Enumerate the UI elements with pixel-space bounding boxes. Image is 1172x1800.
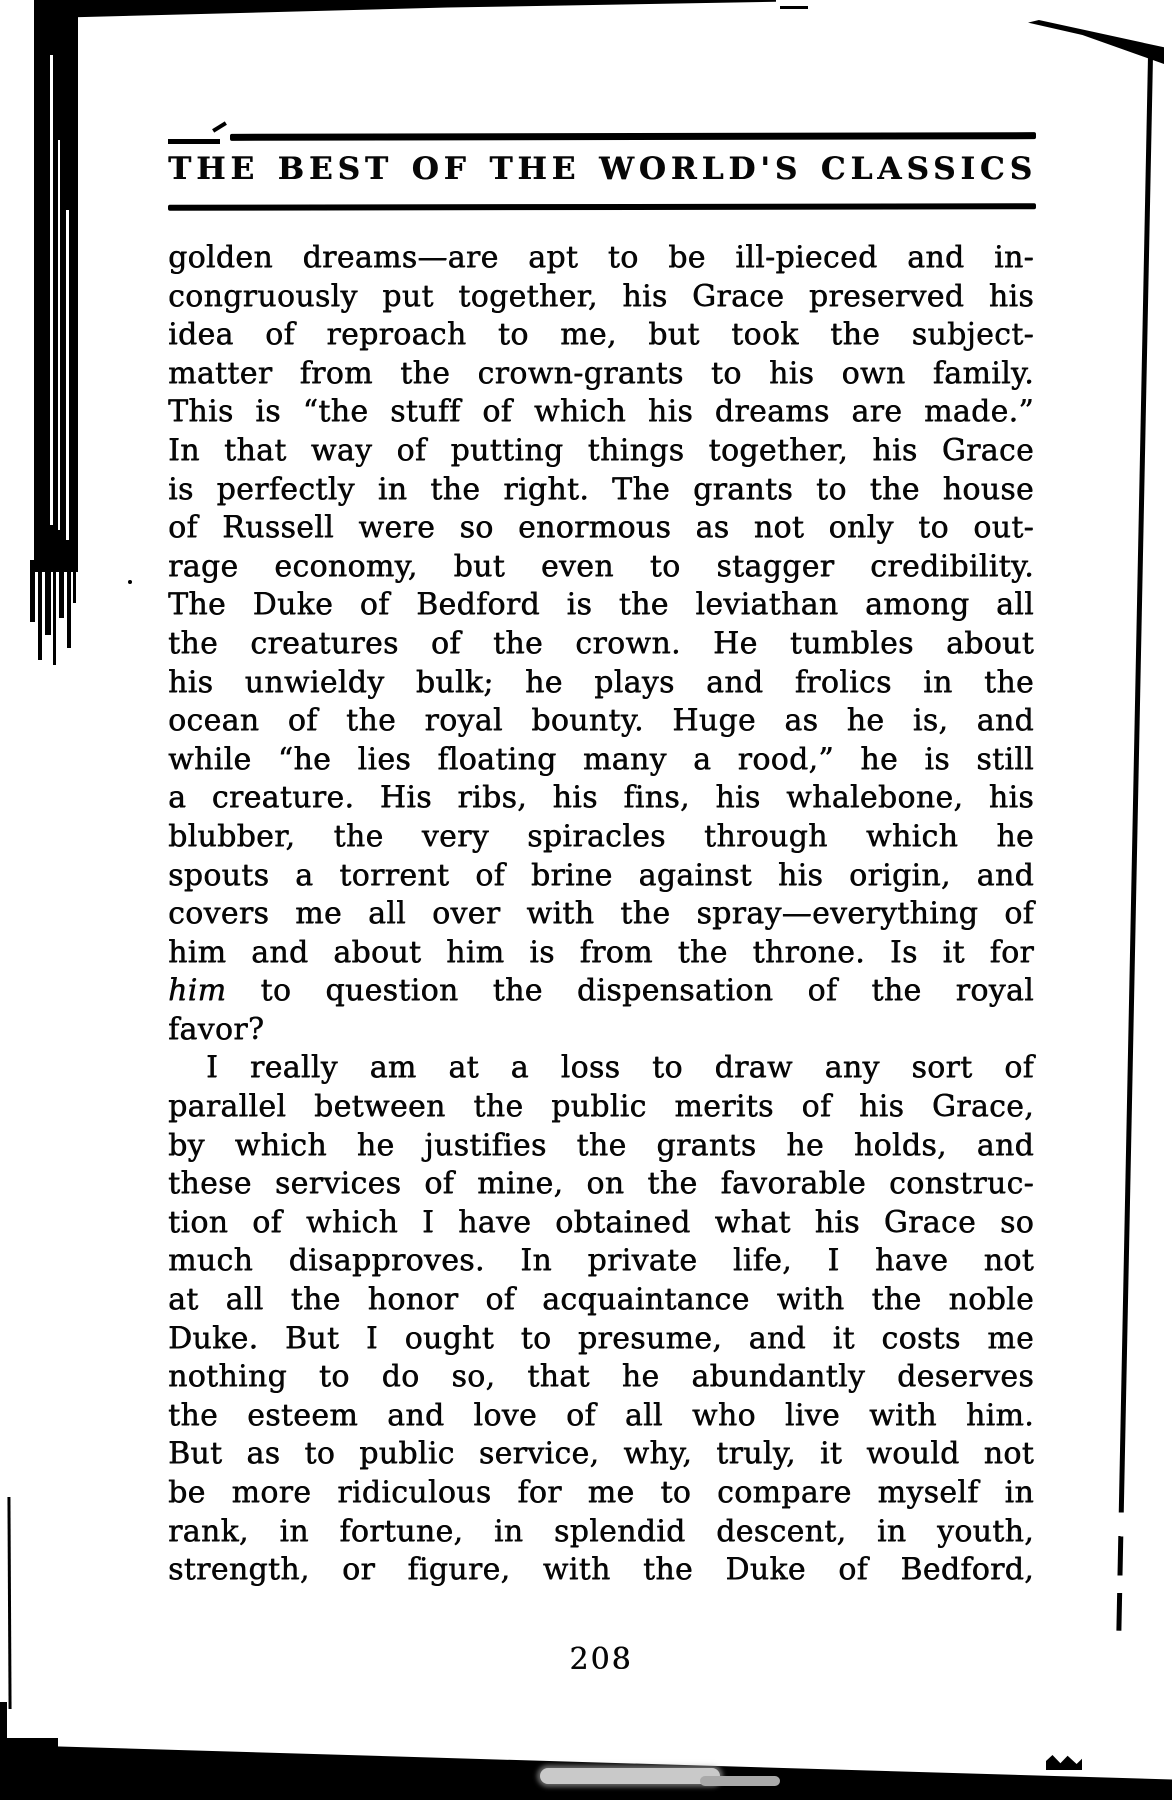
text-line: him to question the dispensation of the royal	[168, 973, 1034, 1009]
text-line: ocean of the royal bounty. Huge as he is, and	[168, 703, 1034, 739]
header-rule-top-left-segment	[168, 139, 220, 144]
text-line: tion of which I have obtained what his Grace so	[168, 1204, 1034, 1240]
text-line: parallel between the public merits of his Grace,	[168, 1089, 1034, 1125]
scan-gutter-fray	[73, 558, 76, 603]
text-line: of Russell were so enormous as not only to out-	[168, 510, 1034, 546]
scan-left-edge-line	[7, 1497, 11, 1709]
scan-top-edge-dash	[780, 6, 808, 9]
text-line: rage economy, but even to stagger credibility.	[168, 548, 1034, 584]
scan-gutter-fray	[67, 560, 71, 648]
text-line: golden dreams—are apt to be ill-pieced and in-	[168, 240, 1034, 275]
scan-smudge	[540, 1768, 720, 1784]
text-line: much disapproves. In private life, I have not	[168, 1243, 1034, 1279]
scan-corner-curl	[1028, 20, 1164, 64]
text-line: This is “the stuff of which his dreams are made.”	[168, 394, 1034, 430]
text-line: these services of mine, on the favorable construc-	[168, 1166, 1034, 1202]
text-line: In that way of putting things together, his Grace	[168, 432, 1034, 468]
scan-gutter-fray	[30, 560, 35, 622]
text-line: But as to public service, why, truly, it would not	[168, 1436, 1034, 1472]
text-line: nothing to do so, that he abundantly deserves	[168, 1359, 1034, 1395]
text-line: blubber, the very spiracles through which he	[168, 818, 1034, 854]
text-line: him and about him is from the throne. Is it for	[168, 934, 1034, 970]
scan-speck	[128, 580, 132, 584]
text-line: spouts a torrent of brine against his origin, and	[168, 857, 1034, 893]
text-line: Duke. But I ought to presume, and it costs me	[168, 1320, 1034, 1356]
page-title: THE BEST OF THE WORLD'S CLASSICS	[168, 151, 1037, 187]
scan-gutter-fray	[38, 565, 42, 660]
text-line: strength, or figure, with the Duke of Bedford,	[168, 1552, 1034, 1588]
text-line: the esteem and love of all who live with him.	[168, 1397, 1034, 1433]
text-line: be more ridiculous for me to compare myself in	[168, 1475, 1034, 1510]
scan-gutter-streak	[58, 140, 60, 530]
text-line: his unwieldy bulk; he plays and frolics in the	[168, 664, 1034, 700]
text-line: matter from the crown-grants to his own family.	[168, 355, 1034, 391]
text-line: while “he lies floating many a rood,” he is still	[168, 741, 1034, 777]
scan-bottom-notch	[1046, 1755, 1082, 1770]
text-line: covers me all over with the spray—everything of	[168, 896, 1034, 932]
text-line: The Duke of Bedford is the leviathan among all	[168, 587, 1034, 623]
text-line: congruously put together, his Grace preserved his	[168, 278, 1034, 314]
text-line: by which he justifies the grants he holds, and	[168, 1127, 1034, 1163]
scan-gutter-fray	[53, 565, 56, 665]
scan-gutter-fray	[59, 560, 64, 618]
scan-gutter-streak	[66, 210, 69, 540]
text-line: rank, in fortune, in splendid descent, in youth,	[168, 1513, 1034, 1549]
text-line: the creatures of the crown. He tumbles about	[168, 625, 1034, 661]
text-line: a creature. His ribs, his fins, his whalebone, his	[168, 780, 1034, 816]
body-text	[168, 239, 1034, 1590]
scan-gutter-fray	[45, 560, 51, 635]
scan-gutter-streak	[50, 55, 53, 525]
text-line: favor?	[168, 1011, 265, 1047]
header-rule-top	[230, 132, 1036, 141]
header-rule-tick	[212, 121, 227, 132]
scan-right-edge-line	[1116, 56, 1153, 1631]
text-line: is perfectly in the right. The grants to the house	[168, 471, 1034, 507]
text-line: at all the honor of acquaintance with the noble	[168, 1282, 1034, 1318]
scan-gutter-bar	[34, 0, 78, 572]
text-line: I really am at a loss to draw any sort of	[206, 1050, 1034, 1086]
scan-smudge	[700, 1776, 780, 1786]
header-rule-bottom	[168, 203, 1036, 211]
page-number: 208	[569, 1642, 633, 1677]
text-line: idea of reproach to me, but took the subject-	[168, 317, 1034, 353]
scan-top-edge-wedge	[46, 0, 776, 18]
